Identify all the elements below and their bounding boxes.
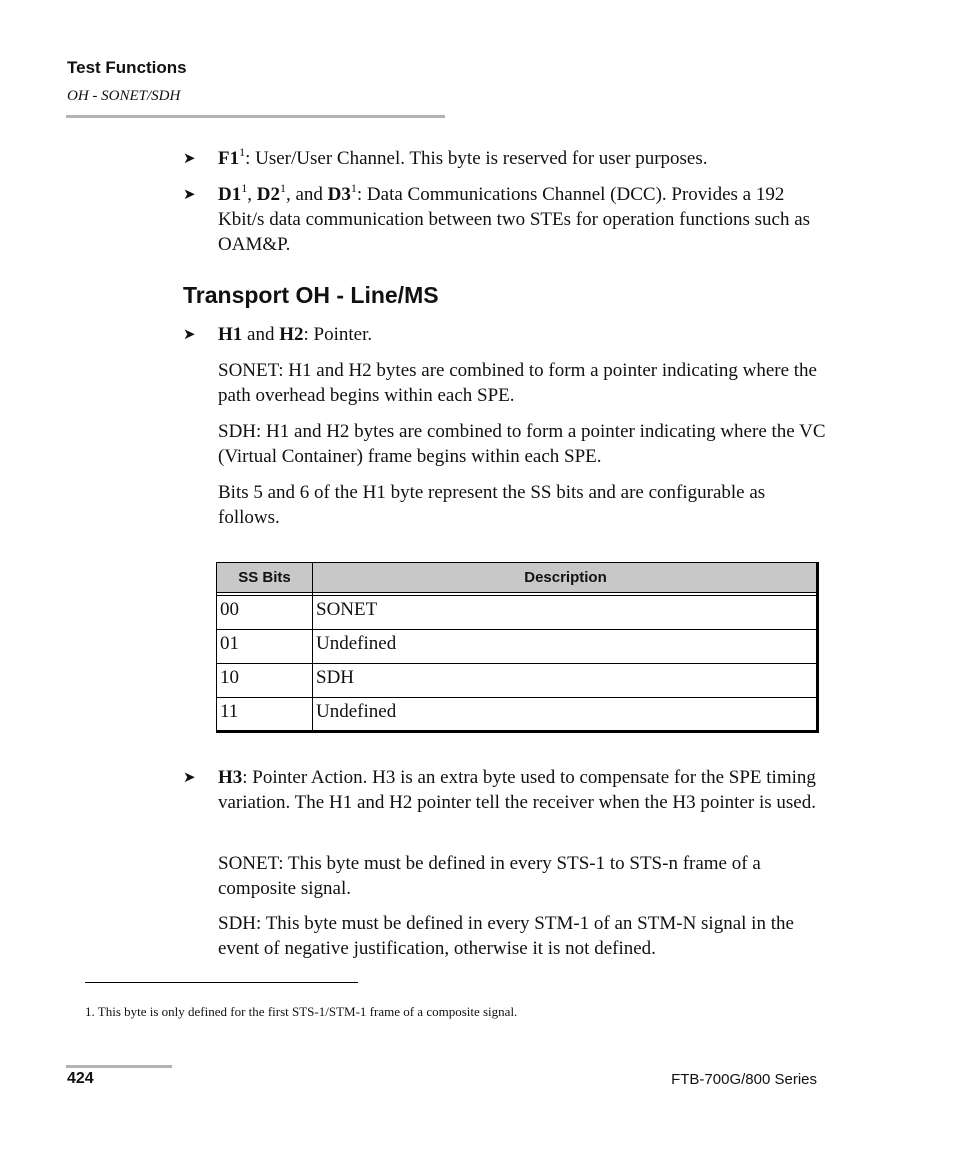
footer-rule: [66, 1065, 172, 1068]
table-row: [217, 664, 819, 698]
footnote-ref: 1: [279, 180, 286, 195]
term-h3: H3: [218, 767, 243, 788]
product-series: FTB-700G/800 Series: [671, 1071, 817, 1088]
running-header-subtitle: OH - SONET/SDH: [67, 88, 181, 104]
page-number: 424: [67, 1070, 94, 1087]
bullet-h1-h2: [218, 322, 828, 347]
section-heading: Transport OH - Line/MS: [183, 282, 439, 308]
footnote: 1. This byte is only defined for the first STS-1/STM-1 frame of a composite signal.: [85, 1004, 518, 1019]
bullet-arrow-icon: ➤: [183, 187, 196, 203]
h3-text: : Pointer Action. H3 is an extra byte used to compensate for the SPE timing variation. The H1 and H2 pointer tell the receiver when the H3 pointer is used.: [218, 767, 816, 813]
bullet-arrow-icon: ➤: [183, 151, 196, 167]
ss-bits-cell: 10: [217, 664, 313, 698]
description-cell: Undefined: [313, 630, 819, 664]
ss-bits-cell: 00: [217, 596, 313, 630]
footnote-ref: 1: [239, 144, 246, 159]
bullet-arrow-icon: ➤: [183, 770, 196, 786]
h1h2-text: : Pointer.: [303, 324, 373, 345]
footnote-rule: [85, 982, 358, 983]
running-header-title: Test Functions: [67, 58, 187, 77]
footnote-ref: 1: [241, 180, 248, 195]
bullet-dcc: [218, 182, 828, 257]
table-header-row: [217, 563, 819, 593]
sonet-paragraph: SONET: H1 and H2 bytes are combined to form a pointer indicating where the path overhead begins within each SPE.: [218, 360, 817, 406]
bits-paragraph: Bits 5 and 6 of the H1 byte represent the SS bits and are configurable as follows.: [218, 482, 766, 528]
table-row: [217, 630, 819, 664]
column-header-ss-bits: SS Bits: [217, 563, 313, 593]
ss-bits-cell: 11: [217, 698, 313, 732]
separator: , and: [285, 184, 328, 205]
term-h1: H1: [218, 324, 243, 345]
description-cell: SDH: [313, 664, 819, 698]
bullet-arrow-icon: ➤: [183, 327, 196, 343]
header-rule: [66, 115, 445, 118]
dcc-text: : Data Communications Channel (DCC). Provides a 192 Kbit/s data communication between two STEs for operation functions such as OAM&P.: [218, 184, 811, 255]
column-header-description: Description: [313, 563, 819, 593]
footnote-ref: 1: [350, 180, 357, 195]
description-cell: Undefined: [313, 698, 819, 732]
table-border-bottom: [216, 730, 819, 733]
table-border-right: [816, 562, 819, 733]
term-h2: H2: [279, 324, 304, 345]
table-row: [217, 698, 819, 732]
term-d1: D1: [218, 184, 242, 205]
h3-sdh-paragraph: SDH: This byte must be defined in every STM-1 of an STM-N signal in the event of negative justification, otherwise it is not defined.: [218, 913, 794, 959]
bullet-f1: [218, 146, 828, 171]
ss-bits-cell: 01: [217, 630, 313, 664]
table-row: [217, 596, 819, 630]
h3-sonet-paragraph: SONET: This byte must be defined in every STS-1 to STS-n frame of a composite signal.: [218, 853, 761, 899]
term-d3: D3: [327, 184, 351, 205]
description-cell: SONET: [313, 596, 819, 630]
term-f1: F1: [218, 148, 240, 169]
sdh-paragraph: SDH: H1 and H2 bytes are combined to form a pointer indicating where the VC (Virtual Container) frame begins within each SPE.: [218, 421, 826, 467]
term-d2: D2: [256, 184, 280, 205]
conjunction: and: [242, 324, 280, 345]
f1-text: : User/User Channel. This byte is reserved for user purposes.: [245, 148, 708, 169]
separator: ,: [247, 184, 257, 205]
bullet-h3: [218, 765, 828, 815]
ss-bits-table: [216, 562, 819, 732]
